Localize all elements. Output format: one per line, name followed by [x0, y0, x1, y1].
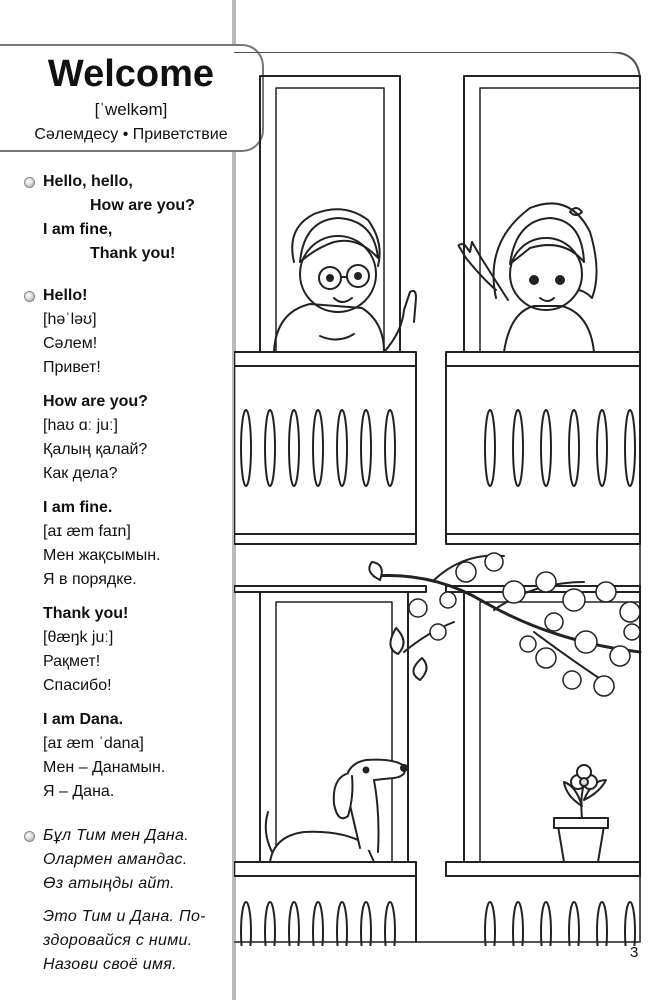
- song-block: [26, 170, 226, 266]
- page-number: 3: [630, 944, 639, 961]
- task-block: [26, 824, 226, 977]
- phrase-ru: Я в порядке.: [43, 571, 137, 588]
- song-line: How are you?: [90, 197, 195, 214]
- song-line: I am fine,: [43, 221, 113, 238]
- task-kz-line: Өз атыңды айт.: [43, 875, 175, 892]
- phrase-en: How are you?: [43, 393, 148, 410]
- phrase-block: [26, 390, 226, 486]
- phrase-kz: Рақмет!: [43, 653, 101, 670]
- phrase-en: Thank you!: [43, 605, 129, 622]
- phrase-ru: Я – Дана.: [43, 783, 115, 800]
- translation-kz: Сәлемдесу: [34, 126, 119, 143]
- balcony-illustration: [234, 52, 646, 951]
- song-line: Thank you!: [90, 245, 176, 262]
- bullet-icon: [24, 831, 35, 842]
- phrase-block: [26, 602, 226, 698]
- phrase-en: I am Dana.: [43, 711, 124, 728]
- phrase-transcription: [θæŋk juː]: [43, 629, 114, 646]
- phrase-ru: Привет!: [43, 359, 101, 376]
- bullet-icon: [24, 177, 35, 188]
- task-ru-line: Назови своё имя.: [43, 956, 177, 973]
- phrase-transcription: [aɪ æm faɪn]: [43, 523, 131, 540]
- title-translation: [0, 126, 262, 144]
- phrase-transcription: [haʊ ɑː juː]: [43, 417, 118, 434]
- phrase-ru: Как дела?: [43, 465, 118, 482]
- phrase-transcription: [həˈləʊ]: [43, 311, 97, 328]
- phrase-ru: Спасибо!: [43, 677, 112, 694]
- song-line: Hello, hello,: [43, 173, 133, 190]
- translation-separator: •: [122, 126, 129, 143]
- lesson-text-column: [26, 170, 226, 977]
- phrase-block: [26, 708, 226, 804]
- title-box: [0, 44, 264, 152]
- task-kz-line: Олармен амандас.: [43, 851, 188, 868]
- page-title: Welcome: [47, 53, 215, 95]
- translation-ru: Приветствие: [132, 126, 228, 143]
- phrase-kz: Мен – Данамын.: [43, 759, 166, 776]
- task-ru-line: Это Тим и Дана. По-: [43, 908, 206, 925]
- phrase-kz: Қалың қалай?: [43, 441, 148, 458]
- phrase-kz: Мен жақсымын.: [43, 547, 161, 564]
- phrase-en: I am fine.: [43, 499, 113, 516]
- task-ru-line: здоровайся с ними.: [43, 932, 193, 949]
- phrase-block: [26, 496, 226, 592]
- phrase-en: Hello!: [43, 287, 88, 304]
- phrase-transcription: [aɪ æm ˈdana]: [43, 735, 144, 752]
- phrase-block: [26, 284, 226, 380]
- task-kz-line: Бұл Тим мен Дана.: [43, 827, 189, 844]
- bullet-icon: [24, 291, 35, 302]
- phrase-kz: Сәлем!: [43, 335, 98, 352]
- title-transcription: [ˈwelkəm]: [94, 100, 168, 119]
